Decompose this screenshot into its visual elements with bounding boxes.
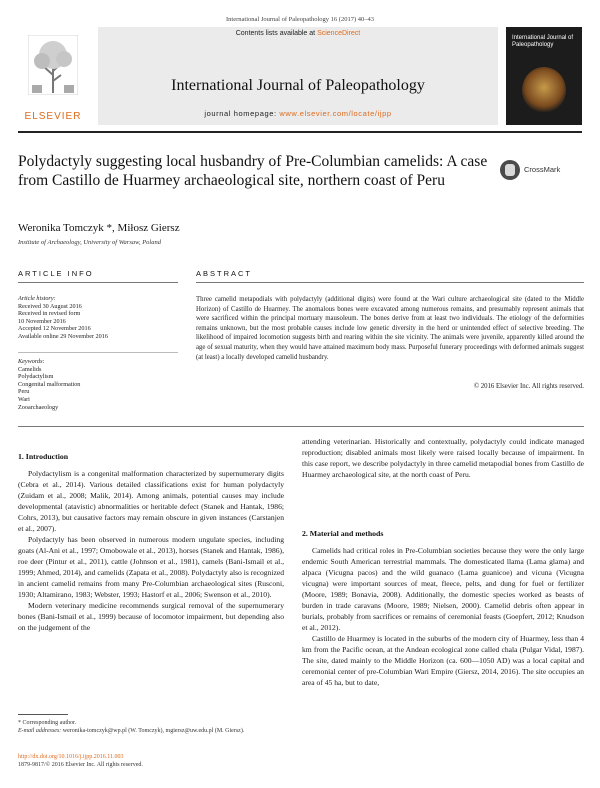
keyword: Polydactylism	[18, 373, 54, 381]
elsevier-logo	[18, 27, 88, 125]
left-column	[18, 468, 284, 633]
crossmark-badge[interactable]	[500, 160, 580, 182]
running-header: International Journal of Paleopathology 16 (2017) 40–43	[225, 16, 375, 23]
email-label: E-mail addresses:	[18, 727, 62, 734]
keywords-label: Keywords:	[18, 358, 45, 365]
methods-column	[302, 545, 584, 688]
issn-line: 1879-9817/© 2016 Elsevier Inc. All rights reserved.	[18, 761, 143, 768]
history-item: Available online 29 November 2016	[18, 332, 108, 340]
corresponding-author-note: * Corresponding author.	[18, 720, 77, 726]
right-column	[302, 436, 584, 480]
contents-line	[98, 30, 498, 37]
abstract-text: Three camelid metapodials with polydactyly (additional digits) were found at the Wari culture archaeological site (dated to the Middle Horizon) of Castillo de Huarmey. The anomalous bones were excavated among numerous remains, and presumably represent animals that were sacrificed within the principal mortuary mausoleum. The bones derive from at least two individuals. The etiology of the deformities remains unknown, but the most probable causes include low genetic diversity in the herd or unintended effect of selective breeding. The likelihood of impaired locomotion suggests birth and rearing within the site vicinity. The animals were juvenile, apparently killed around the age of sexual maturity, when they would have attained maximum body mass. Purposeful funerary proceedings with deformed animals suggest (at least) a locally developed camelid husbandry.	[196, 296, 584, 361]
keywords-list	[18, 358, 178, 411]
crossmark-icon	[500, 160, 520, 180]
footnote-rule	[18, 714, 68, 715]
author-affiliation: Institute of Archaeology, University of Warsaw, Poland	[18, 239, 161, 246]
methods-paragraph-1: Camelids had critical roles in Pre-Columbian societies because they were the only large endemic South American terrestrial mammals. The domesticated llama (Lama glama) and alpaca (Vicugna pacos) and the wild guanaco (Lama guanicoe) and vicuna (Vicugna vicugna) were important sources of meat, fleece, pelts, and dung for fuel or fertilizer (Moore, 1989; Bonavia, 2008). Additionally, the domestic species worked as beasts of burden in trade caravans (Moore, 1989; Nielsen, 2000). Camelid debris often appear in burials, probably from sacrifices or remains of ceremonial feasts (Goepfert, 2012; Knudson et al., 2012).	[302, 546, 584, 632]
email-note	[18, 728, 284, 736]
homepage-prefix: journal homepage:	[204, 109, 280, 118]
elsevier-tree-icon	[28, 35, 78, 95]
methods-heading: 2. Material and methods	[302, 529, 384, 538]
masthead-rule	[18, 131, 582, 133]
abstract-rule	[196, 282, 584, 283]
history-item: Accepted 12 November 2016	[18, 325, 91, 333]
article-history	[18, 295, 178, 341]
abstract-copyright: © 2016 Elsevier Inc. All rights reserved.	[473, 383, 584, 390]
keyword: Congenital malformation	[18, 380, 81, 388]
keyword: Zooarchaeology	[18, 403, 59, 411]
homepage-link[interactable]: www.elsevier.com/locate/ijpp	[279, 109, 392, 118]
cover-image	[522, 67, 566, 113]
methods-paragraph-2: Castillo de Huarmey is located in the suburbs of the modern city of Huarmey, less than 4 km from the Pacific ocean, at the Andean ecological zone called chala (Pulgar Vidal, 1987). The site, dated mainly to the Middle Horizon (ca. 600––1050 AD) was a local capital and ceremonial center of pre-Columbian Wari Empire (Giersz, 2014, 2016). The site occupies an area of 45 ha, but to date,	[302, 634, 584, 687]
article-info-rule	[18, 282, 178, 283]
journal-masthead	[18, 27, 582, 129]
keywords-rule	[18, 352, 178, 353]
body-rule	[18, 426, 584, 427]
history-item: 10 November 2016	[18, 317, 66, 325]
intro-paragraph-3: Modern veterinary medicine recommends surgical removal of the supernumerary bones (Bani-Ismail et al., 1999) because of locomotor impairment, but depending also on the judgement of the	[18, 601, 284, 632]
keyword: Peru	[18, 388, 30, 396]
history-item: Received 30 August 2016	[18, 302, 82, 310]
doi-link[interactable]: http://dx.doi.org/10.1016/j.ijpp.2016.11.003	[18, 754, 124, 760]
keyword: Camelids	[18, 365, 42, 373]
cover-title: International Journal of Paleopathology	[512, 35, 574, 48]
article-info-heading: ARTICLE INFO	[18, 269, 94, 278]
journal-homepage	[98, 109, 498, 118]
intro-paragraph-1: Polydactylism is a congenital malformation characterized by supernumerary digits (Cebra et al., 2014). Various detailed classifications exist for human polydactyly (Zuidam et al., 2008; Malik, 2014). Among animals, potential causes may include developmental (atavistic) abnormalities or heritable defect (Stanek and Hantak, 1986; Cohrs, 2013), but causative factors may remain obscure in given instances (Carstanjen et al., 2007).	[18, 469, 284, 533]
publication-info	[18, 754, 284, 770]
masthead-banner	[98, 27, 498, 125]
history-item: Received in revised form	[18, 310, 81, 318]
email-addresses[interactable]: weronika-tomczyk@wp.pl (W. Tomczyk), mgiersz@uw.edu.pl (M. Giersz).	[62, 727, 245, 734]
article-authors: Weronika Tomczyk *, Miłosz Giersz	[18, 222, 180, 234]
keyword: Wari	[18, 395, 30, 403]
history-label: Article history:	[18, 295, 56, 302]
abstract-heading: ABSTRACT	[196, 269, 253, 278]
journal-cover-thumbnail	[506, 27, 582, 125]
footnotes	[18, 720, 284, 736]
right-paragraph-1: attending veterinarian. Historically and contextually, polydactyly could indicate managed reproduction; disabled animals most likely were raised locally because of impairment. In this case report, we describe polydactyly in three camelid metapodial bones from Castillo de Huarmey archaeological site, at the north coast of Peru.	[302, 437, 584, 479]
article-title: Polydactyly suggesting local husbandry of Pre-Columbian camelids: A case from Castillo de Huarmey archaeological site, northern coast of Peru	[18, 153, 488, 189]
publisher-name: ELSEVIER	[24, 111, 82, 122]
sciencedirect-link[interactable]: ScienceDirect	[317, 30, 361, 37]
crossmark-label: CrossMark	[524, 165, 561, 174]
journal-title: International Journal of Paleopathology	[171, 77, 425, 94]
contents-prefix: Contents lists available at	[235, 30, 318, 37]
intro-paragraph-2: Polydactyly has been observed in numerous modern ungulate species, including goats (Al-Ani et al., 1997; Omobowale et al., 2013), horses (Stanek and Hantak, 1986), roe deer (Pintur et al., 2011), cattle (Johnson et al., 1981), camels (Bani-Ismail et al., 1999; Ahmed, 2014), and camelids (Zapata et al., 2008). Polydactyly also is recognized in ancient camelid remains from many Pre-Columbian archaeological sites (Rusconi, 1930; Altamirano, 1983; Webster, 1993; Hastorf et al., 2006; Swenson et al., 2010).	[18, 535, 284, 599]
introduction-heading: 1. Introduction	[18, 452, 69, 461]
